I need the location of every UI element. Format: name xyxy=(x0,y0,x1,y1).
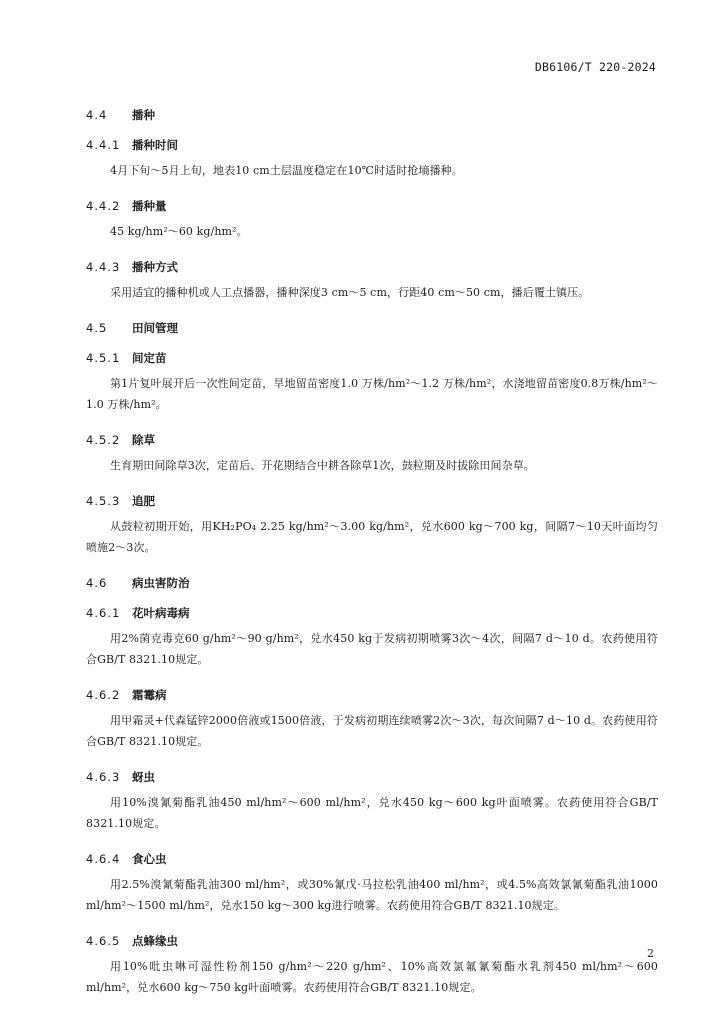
paragraph: 用10%吡虫啉可湿性粉剂150 g/hm²～220 g/hm²、10%高效氯氟氰菊酯水乳剂450 ml/hm²～600 ml/hm²，兑水600 kg～750 kg叶面喷雾。农药使用符合GB/T 8321.10规定。 xyxy=(86,960,658,994)
section-number: 4.5.2 xyxy=(86,433,121,447)
section-title: 追肥 xyxy=(132,494,155,508)
section-heading xyxy=(86,313,658,343)
paragraph: 采用适宜的播种机或人工点播器，播种深度3 cm～5 cm，行距40 cm～50 cm，播后覆土镇压。 xyxy=(110,286,590,299)
section-title: 间定苗 xyxy=(132,351,167,365)
paragraph: 第1片复叶展开后一次性间定苗，旱地留苗密度1.0 万株/hm²～1.2 万株/hm²，水浇地留苗密度0.8万株/hm²～1.0 万株/hm²。 xyxy=(86,377,658,411)
section-number: 4.5 xyxy=(86,321,108,335)
section-number: 4.5.1 xyxy=(86,351,121,365)
section-number: 4.4.3 xyxy=(86,260,121,274)
section-heading xyxy=(86,343,658,373)
section-title: 播种 xyxy=(132,108,155,122)
section-title: 花叶病毒病 xyxy=(132,606,190,620)
document-body xyxy=(86,100,658,1008)
paragraph: 4月下旬～5月上旬，地表10 cm土层温度稳定在10℃时适时抢墒播种。 xyxy=(110,164,463,177)
section-number: 4.6.1 xyxy=(86,606,121,620)
section-heading xyxy=(86,926,658,956)
section-title: 蚜虫 xyxy=(132,770,155,784)
section-heading xyxy=(86,252,658,282)
section-number: 4.4 xyxy=(86,108,108,122)
section-heading xyxy=(86,568,658,598)
section-title: 点蜂缘虫 xyxy=(132,934,178,948)
paragraph: 生育期田间除草3次，定苗后、开花期结合中耕各除草1次，鼓粒期及时拔除田间杂草。 xyxy=(110,459,535,472)
paragraph: 用10%溴氰菊酯乳油450 ml/hm²～600 ml/hm²，兑水450 kg～600 kg叶面喷雾。农药使用符合GB/T 8321.10规定。 xyxy=(86,796,658,830)
section-heading xyxy=(86,762,658,792)
section-title: 播种量 xyxy=(132,199,167,213)
document-id: DB6106/T 220-2024 xyxy=(534,60,656,74)
page-number: 2 xyxy=(647,947,654,960)
section-number: 4.6.2 xyxy=(86,688,121,702)
section-heading xyxy=(86,486,658,516)
section-heading xyxy=(86,100,658,130)
section-number: 4.6.4 xyxy=(86,852,121,866)
section-heading xyxy=(86,680,658,710)
section-title: 田间管理 xyxy=(132,321,178,335)
section-number: 4.6.5 xyxy=(86,934,121,948)
section-title: 食心虫 xyxy=(132,852,167,866)
section-heading xyxy=(86,598,658,628)
section-number: 4.4.2 xyxy=(86,199,121,213)
section-title: 病虫害防治 xyxy=(132,576,190,590)
section-title: 霜霉病 xyxy=(132,688,167,702)
section-number: 4.6 xyxy=(86,576,108,590)
paragraph: 用甲霜灵+代森锰锌2000倍液或1500倍液，于发病初期连续喷雾2次～3次，每次间隔7 d～10 d。农药使用符合GB/T 8321.10规定。 xyxy=(86,714,658,748)
section-heading xyxy=(86,191,658,221)
paragraph: 用2.5%溴氰菊酯乳油300 ml/hm²，或30%氰戊·马拉松乳油400 ml/hm²，或4.5%高效氯氰菊酯乳油1000 ml/hm²～1500 ml/hm²，兑水150 kg～300 kg进行喷雾。农药使用符合GB/T 8321.10规定。 xyxy=(86,878,658,912)
paragraph: 45 kg/hm²～60 kg/hm²。 xyxy=(110,225,248,238)
section-title: 播种方式 xyxy=(132,260,178,274)
section-heading xyxy=(86,844,658,874)
section-number: 4.6.3 xyxy=(86,770,121,784)
section-title: 播种时间 xyxy=(132,138,178,152)
paragraph: 用2%菌克毒克60 g/hm²～90 g/hm²，兑水450 kg于发病初期喷雾3次～4次，间隔7 d～10 d。农药使用符合GB/T 8321.10规定。 xyxy=(86,632,658,666)
section-heading xyxy=(86,425,658,455)
section-number: 4.5.3 xyxy=(86,494,121,508)
section-number: 4.4.1 xyxy=(86,138,121,152)
paragraph: 从鼓粒初期开始，用KH₂PO₄ 2.25 kg/hm²～3.00 kg/hm²，兑水600 kg～700 kg，间隔7～10天叶面均匀喷施2～3次。 xyxy=(86,520,658,554)
section-title: 除草 xyxy=(132,433,155,447)
section-heading xyxy=(86,130,658,160)
